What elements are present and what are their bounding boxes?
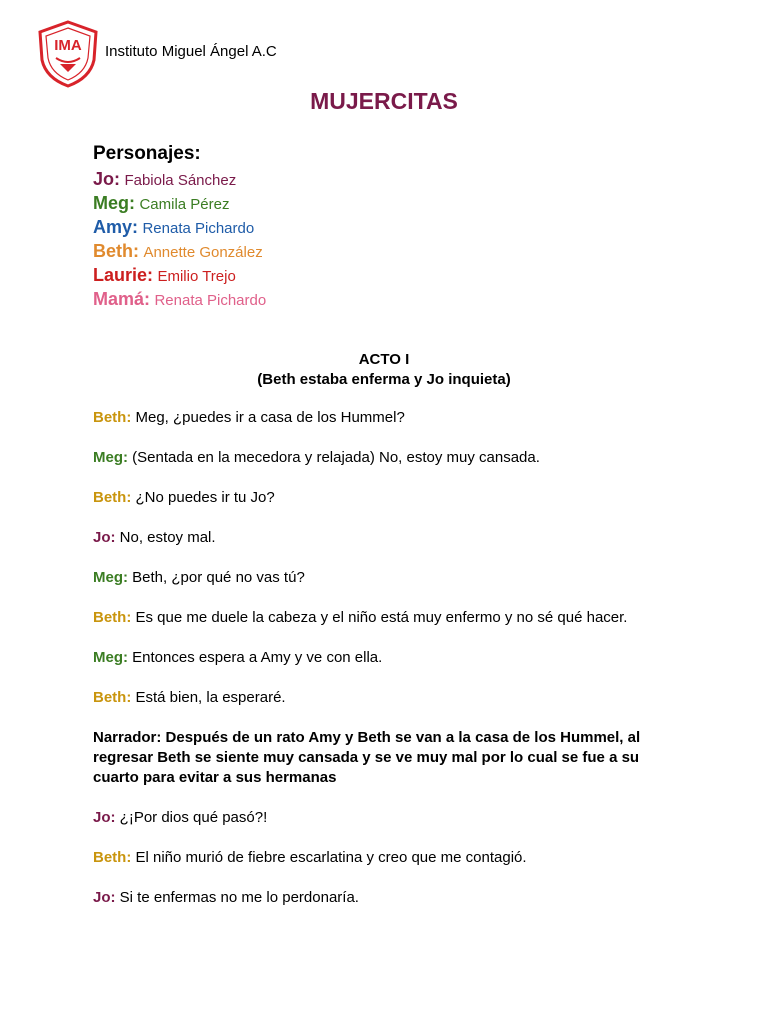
cast-role: Mamá: — [93, 289, 151, 309]
cast-role: Jo: — [93, 169, 120, 189]
dialogue-text: Meg, ¿puedes ir a casa de los Hummel? — [135, 409, 405, 426]
speaker-label: Beth: — [93, 489, 132, 506]
dialogue-line — [93, 888, 683, 908]
dialogue-line — [93, 488, 683, 508]
narration-line: Narrador: Después de un rato Amy y Beth se van a la casa de los Hummel, al regresar Beth se siente muy cansada y se ve muy mal por lo cual se fue a su cuarto para evitar a sus hermanas — [93, 729, 641, 786]
dialogue-text: ¿¡Por dios qué pasó?! — [119, 809, 268, 826]
cast-actor: Renata Pichardo — [142, 220, 255, 237]
speaker-label: Meg: — [93, 649, 128, 666]
cast-actor: Renata Pichardo — [154, 292, 267, 309]
act-header — [0, 350, 768, 390]
dialogue-line — [93, 808, 683, 828]
cast-member — [93, 287, 266, 311]
cast-member — [93, 167, 266, 191]
dialogue-text: Si te enfermas no me lo perdonaría. — [119, 889, 359, 906]
speaker-label: Jo: — [93, 529, 116, 546]
dialogue-text: El niño murió de fiebre escarlatina y creo que me contagió. — [135, 849, 527, 866]
speaker-label: Jo: — [93, 809, 116, 826]
dialogue-text: ¿No puedes ir tu Jo? — [135, 489, 275, 506]
institute-name: Instituto Miguel Ángel A.C — [105, 43, 277, 60]
dialogue-text: No, estoy mal. — [119, 529, 216, 546]
logo-text: IMA — [54, 37, 82, 54]
cast-actor: Camila Pérez — [139, 196, 230, 213]
school-crest-logo — [38, 20, 98, 88]
speaker-label: Beth: — [93, 689, 132, 706]
cast-member — [93, 191, 266, 215]
cast-role: Amy: — [93, 217, 139, 237]
cast-role: Beth: — [93, 241, 139, 261]
speaker-label: Meg: — [93, 569, 128, 586]
cast-role: Laurie: — [93, 265, 154, 285]
cast-actor: Emilio Trejo — [157, 268, 236, 285]
dialogue-text: Entonces espera a Amy y ve con ella. — [132, 649, 383, 666]
dialogue-line — [93, 688, 683, 708]
dialogue-line — [93, 608, 683, 628]
dialogue-text: (Sentada en la mecedora y relajada) No, estoy muy cansada. — [132, 449, 540, 466]
act-title: ACTO I — [358, 351, 410, 368]
cast-member — [93, 263, 266, 287]
dialogue-text: Es que me duele la cabeza y el niño está muy enfermo y no sé qué hacer. — [135, 609, 628, 626]
dialogue-line — [93, 448, 683, 468]
dialogue-line — [93, 528, 683, 548]
speaker-label: Beth: — [93, 609, 132, 626]
speaker-label: Beth: — [93, 849, 132, 866]
speaker-label: Jo: — [93, 889, 116, 906]
cast-role: Meg: — [93, 193, 135, 213]
cast-member — [93, 215, 266, 239]
play-title: MUJERCITAS — [310, 88, 458, 114]
cast-actor: Annette González — [143, 244, 263, 261]
dialogue-line — [93, 648, 683, 668]
dialogue-line — [93, 848, 683, 868]
speaker-label: Meg: — [93, 449, 128, 466]
dialogue-text: Beth, ¿por qué no vas tú? — [132, 569, 305, 586]
cast-member — [93, 239, 266, 263]
speaker-label: Beth: — [93, 409, 132, 426]
dialogue-text: Está bien, la esperaré. — [135, 689, 286, 706]
cast-list — [93, 143, 266, 311]
dialogue-line — [93, 408, 683, 428]
cast-actor: Fabiola Sánchez — [124, 172, 237, 189]
cast-heading: Personajes: — [93, 143, 201, 164]
dialogue-line — [93, 568, 683, 588]
act-subtitle: (Beth estaba enferma y Jo inquieta) — [257, 371, 511, 388]
script-body — [93, 408, 683, 928]
